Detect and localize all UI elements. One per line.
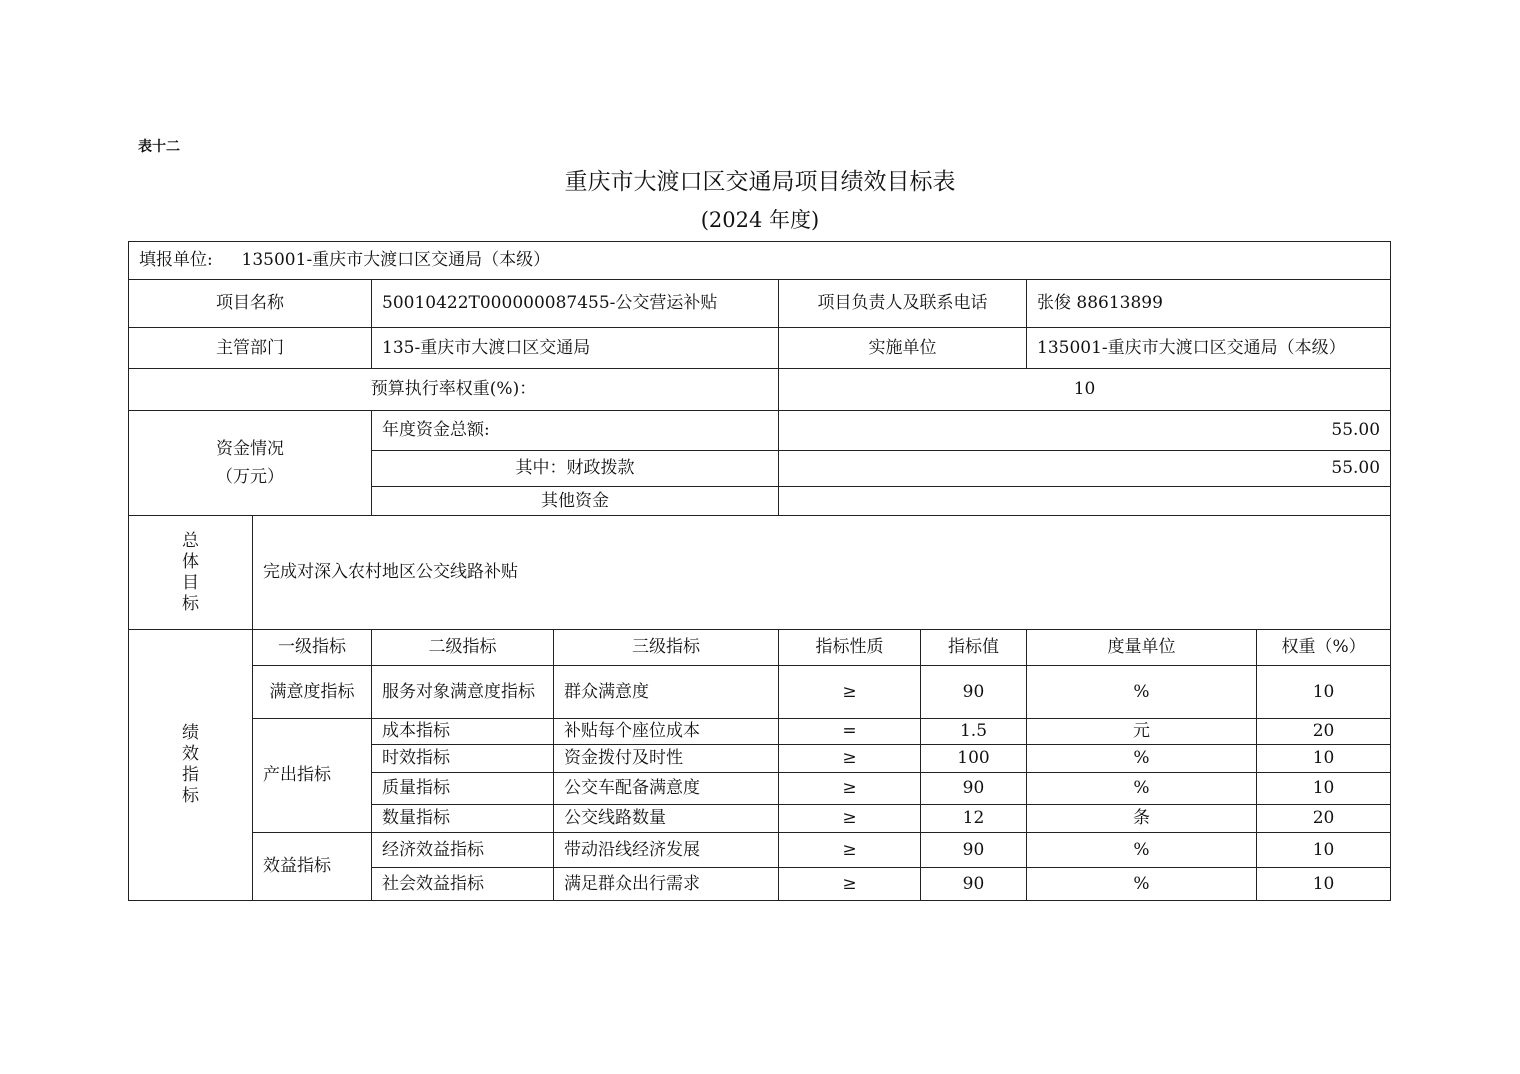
overall-goal-text: 完成对深入农村地区公交线路补贴 bbox=[253, 516, 1391, 630]
indicator-value: 100 bbox=[921, 745, 1027, 773]
indicator-level2: 服务对象满意度指标 bbox=[372, 666, 554, 719]
reporting-unit-cell bbox=[129, 242, 1391, 280]
funds-other-value bbox=[779, 487, 1391, 516]
indicator-level1: 产出指标 bbox=[253, 719, 372, 833]
indicator-value: 12 bbox=[921, 805, 1027, 833]
funds-label-line2: （万元） bbox=[216, 467, 284, 487]
indicators-label-char: 效 bbox=[182, 744, 199, 764]
performance-target-table bbox=[128, 241, 1391, 901]
reporting-unit-row bbox=[129, 242, 1391, 280]
funds-other-label: 其他资金 bbox=[372, 487, 779, 516]
table-row bbox=[129, 666, 1391, 719]
header-level3: 三级指标 bbox=[554, 630, 779, 666]
indicator-level3: 公交车配备满意度 bbox=[554, 773, 779, 805]
indicator-unit: % bbox=[1027, 773, 1257, 805]
funds-fiscal-label: 其中：财政拨款 bbox=[372, 451, 779, 487]
indicator-unit: 元 bbox=[1027, 719, 1257, 745]
overall-goal-label-char: 总 bbox=[182, 530, 199, 551]
indicator-value: 90 bbox=[921, 666, 1027, 719]
funds-label-line1: 资金情况 bbox=[216, 439, 284, 459]
department-value: 135-重庆市大渡口区交通局 bbox=[372, 328, 779, 369]
indicator-level2: 质量指标 bbox=[372, 773, 554, 805]
indicator-weight: 10 bbox=[1257, 666, 1391, 719]
table-label: 表十二 bbox=[138, 139, 180, 155]
department-row bbox=[129, 328, 1391, 369]
indicator-nature: ≥ bbox=[779, 868, 921, 901]
indicators-label-char: 绩 bbox=[182, 723, 199, 743]
indicator-value: 90 bbox=[921, 833, 1027, 868]
project-name-row bbox=[129, 280, 1391, 328]
header-unit: 度量单位 bbox=[1027, 630, 1257, 666]
budget-weight-row bbox=[129, 369, 1391, 411]
indicator-weight: 10 bbox=[1257, 773, 1391, 805]
indicator-value: 1.5 bbox=[921, 719, 1027, 745]
indicator-unit: % bbox=[1027, 833, 1257, 868]
funds-total-label: 年度资金总额: bbox=[372, 411, 779, 451]
overall-goal-row bbox=[129, 516, 1391, 630]
project-name-label: 项目名称 bbox=[129, 280, 372, 328]
indicator-level3: 群众满意度 bbox=[554, 666, 779, 719]
overall-goal-label-char: 体 bbox=[182, 551, 199, 572]
budget-weight-value: 10 bbox=[779, 369, 1391, 411]
indicator-weight: 20 bbox=[1257, 719, 1391, 745]
indicator-unit: % bbox=[1027, 868, 1257, 901]
indicators-label-char: 指 bbox=[182, 765, 199, 785]
header-weight: 权重（%） bbox=[1257, 630, 1391, 666]
indicator-level3: 满足群众出行需求 bbox=[554, 868, 779, 901]
indicator-level2: 经济效益指标 bbox=[372, 833, 554, 868]
table-row bbox=[129, 719, 1391, 745]
funds-fiscal-value: 55.00 bbox=[779, 451, 1391, 487]
indicator-level3: 带动沿线经济发展 bbox=[554, 833, 779, 868]
indicator-nature: ≥ bbox=[779, 773, 921, 805]
indicator-level1: 满意度指标 bbox=[253, 666, 372, 719]
indicator-level2: 成本指标 bbox=[372, 719, 554, 745]
indicator-nature: ≥ bbox=[779, 805, 921, 833]
indicator-nature: ≥ bbox=[779, 745, 921, 773]
project-leader-value: 张俊 88613899 bbox=[1027, 280, 1391, 328]
indicator-level2: 时效指标 bbox=[372, 745, 554, 773]
overall-goal-label bbox=[129, 516, 253, 630]
implementing-unit-label: 实施单位 bbox=[779, 328, 1027, 369]
indicator-level2: 社会效益指标 bbox=[372, 868, 554, 901]
indicators-label bbox=[129, 630, 253, 901]
indicator-unit: 条 bbox=[1027, 805, 1257, 833]
indicator-nature: ≥ bbox=[779, 833, 921, 868]
indicator-header-row bbox=[129, 630, 1391, 666]
indicator-weight: 20 bbox=[1257, 805, 1391, 833]
budget-weight-label: 预算执行率权重(%)： bbox=[129, 369, 779, 411]
indicator-level1: 效益指标 bbox=[253, 833, 372, 901]
overall-goal-label-char: 标 bbox=[182, 593, 199, 614]
indicator-value: 90 bbox=[921, 868, 1027, 901]
indicator-unit: % bbox=[1027, 745, 1257, 773]
indicator-weight: 10 bbox=[1257, 833, 1391, 868]
overall-goal-label-char: 目 bbox=[182, 572, 199, 593]
header-value: 指标值 bbox=[921, 630, 1027, 666]
indicator-nature: ≥ bbox=[779, 666, 921, 719]
indicators-label-char: 标 bbox=[182, 786, 199, 806]
page-title: 重庆市大渡口区交通局项目绩效目标表 bbox=[564, 169, 956, 195]
header-nature: 指标性质 bbox=[779, 630, 921, 666]
funds-total-row bbox=[129, 411, 1391, 451]
header-level1: 一级指标 bbox=[253, 630, 372, 666]
indicator-weight: 10 bbox=[1257, 868, 1391, 901]
indicator-level3: 公交线路数量 bbox=[554, 805, 779, 833]
page-subtitle: (2024 年度) bbox=[700, 208, 820, 232]
indicator-unit: % bbox=[1027, 666, 1257, 719]
indicator-level3: 补贴每个座位成本 bbox=[554, 719, 779, 745]
reporting-unit-label: 填报单位: bbox=[139, 250, 213, 270]
reporting-unit-value: 135001-重庆市大渡口区交通局（本级） bbox=[241, 250, 551, 270]
indicator-nature: = bbox=[779, 719, 921, 745]
implementing-unit-value: 135001-重庆市大渡口区交通局（本级） bbox=[1027, 328, 1391, 369]
indicator-level2: 数量指标 bbox=[372, 805, 554, 833]
project-leader-label: 项目负责人及联系电话 bbox=[779, 280, 1027, 328]
funds-label bbox=[129, 411, 372, 516]
table-row bbox=[129, 833, 1391, 868]
department-label: 主管部门 bbox=[129, 328, 372, 369]
header-level2: 二级指标 bbox=[372, 630, 554, 666]
indicator-level3: 资金拨付及时性 bbox=[554, 745, 779, 773]
indicator-value: 90 bbox=[921, 773, 1027, 805]
funds-total-value: 55.00 bbox=[779, 411, 1391, 451]
indicator-weight: 10 bbox=[1257, 745, 1391, 773]
project-name-value: 50010422T000000087455-公交营运补贴 bbox=[372, 280, 779, 328]
